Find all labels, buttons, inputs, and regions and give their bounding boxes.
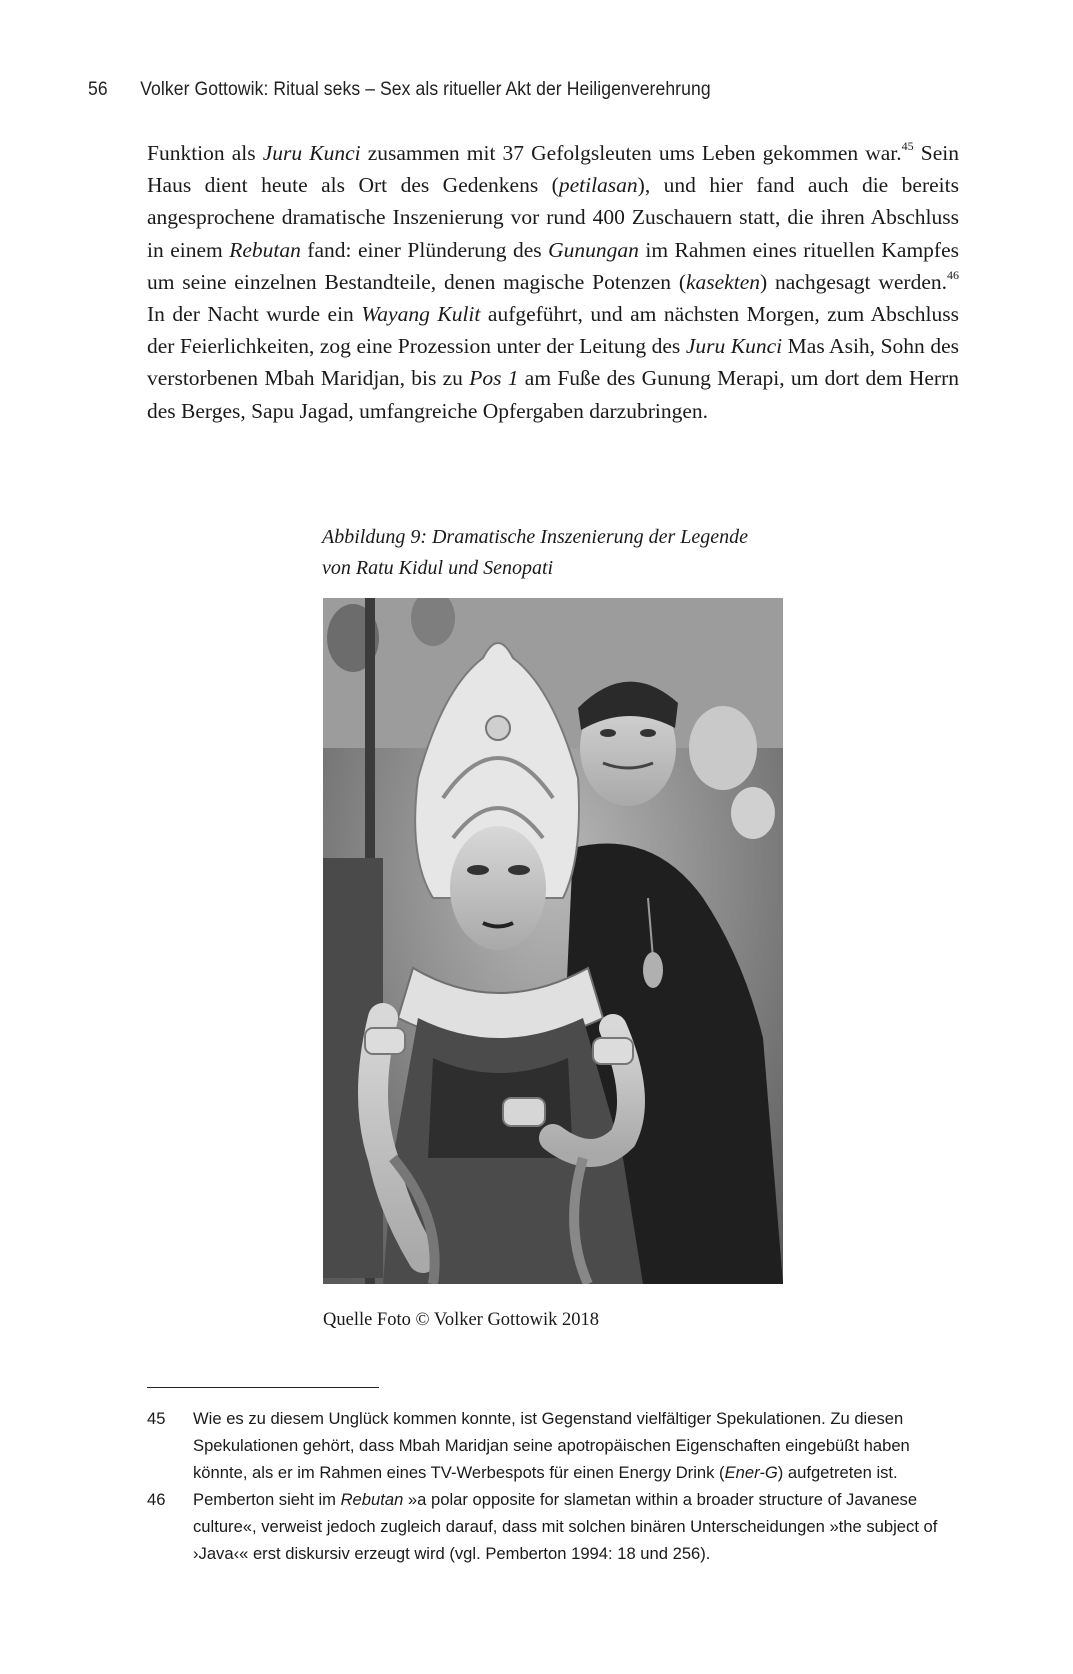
figure-caption bbox=[322, 522, 822, 584]
text-run: ), und hier fand auch die bereits angesprochene dramatische Inszenierung vor rund 400 Zuschauern statt, die ihren Abschluss in einem bbox=[147, 173, 959, 262]
text-run: Funktion als bbox=[147, 141, 263, 165]
italic-term: Rebutan bbox=[340, 1490, 404, 1509]
footnotes bbox=[147, 1405, 959, 1567]
text-run: am Fuße des Gunung Merapi, um dort dem Herrn des Berges, Sapu Jagad, umfangreiche Opfergaben darzubringen. bbox=[147, 366, 960, 423]
footnote-ref-46[interactable]: 46 bbox=[946, 267, 959, 282]
italic-term: Wayang Kulit bbox=[361, 302, 481, 327]
text-run: zusammen mit 37 Gefolgsleuten ums Leben gekommen war. bbox=[360, 141, 902, 165]
figure-photo bbox=[323, 598, 783, 1284]
footnote-45 bbox=[147, 1405, 959, 1486]
italic-term: Ener-G bbox=[724, 1463, 778, 1482]
footnote-ref-45[interactable]: 45 bbox=[901, 139, 914, 153]
footnote-text: ) aufgetreten ist. bbox=[777, 1463, 898, 1482]
text-run: fand: einer Plünderung des bbox=[300, 237, 549, 262]
caption-line: von Ratu Kidul und Senopati bbox=[322, 557, 554, 579]
italic-term: Juru Kunci bbox=[685, 334, 783, 359]
body-text bbox=[147, 137, 959, 427]
text-run: In der Nacht wurde ein bbox=[147, 302, 362, 327]
text-run: Mas Asih, Sohn des verstorbenen Mbah Maridjan, bis zu bbox=[147, 334, 959, 391]
photo-illustration bbox=[323, 598, 783, 1284]
text-run: ) nachgesagt werden. bbox=[760, 269, 947, 294]
italic-term: Juru Kunci bbox=[262, 141, 361, 165]
footnote-divider bbox=[147, 1387, 379, 1388]
footnote-number: 46 bbox=[147, 1490, 166, 1509]
page-number: 56 bbox=[88, 78, 108, 100]
italic-term: Rebutan bbox=[229, 237, 301, 262]
running-header bbox=[88, 78, 880, 101]
footnote-text: Wie es zu diesem Unglück kommen konnte, ist Gegenstand vielfältiger Spekulationen. Zu diesen Spekulationen gehört, dass Mbah Maridjan seine apotropäischen Eigenschaften eingebüßt haben könnte, als er im Rahmen eines TV-Werbespots für einen Energy Drink ( bbox=[193, 1409, 910, 1482]
footnote-text: »a polar opposite for slametan within a broader structure of Javanese culture«, verweist jedoch zugleich darauf, dass mit solchen binären Unterscheidungen »the subject of ›Java‹« erst diskursiv erzeugt wird (vgl. Pemberton 1994: 18 und 256). bbox=[193, 1490, 938, 1563]
italic-term: kasekten bbox=[685, 269, 760, 294]
footnote-text: Pemberton sieht im bbox=[193, 1490, 341, 1509]
caption-line: Abbildung 9: Dramatische Inszenierung der Legende bbox=[322, 526, 749, 548]
footnote-46 bbox=[147, 1486, 959, 1567]
italic-term: Pos 1 bbox=[469, 366, 519, 391]
text-run: im Rahmen eines rituellen Kampfes um seine einzelnen Bestandteile, denen magische Potenzen ( bbox=[147, 237, 959, 294]
text-run: aufgeführt, und am nächsten Morgen, zum Abschluss der Feierlichkeiten, zog eine Prozession unter der Leitung des bbox=[147, 302, 959, 359]
italic-term: Gunungan bbox=[548, 237, 639, 262]
italic-term: petilasan bbox=[558, 173, 638, 198]
running-title: Volker Gottowik: Ritual seks – Sex als ritueller Akt der Heiligenverehrung bbox=[140, 78, 711, 100]
text-run: Sein Haus dient heute als Ort des Gedenkens ( bbox=[147, 141, 959, 198]
photo-credit: Quelle Foto © Volker Gottowik 2018 bbox=[323, 1310, 599, 1330]
body-paragraph bbox=[147, 137, 959, 427]
footnote-number: 45 bbox=[147, 1409, 166, 1428]
